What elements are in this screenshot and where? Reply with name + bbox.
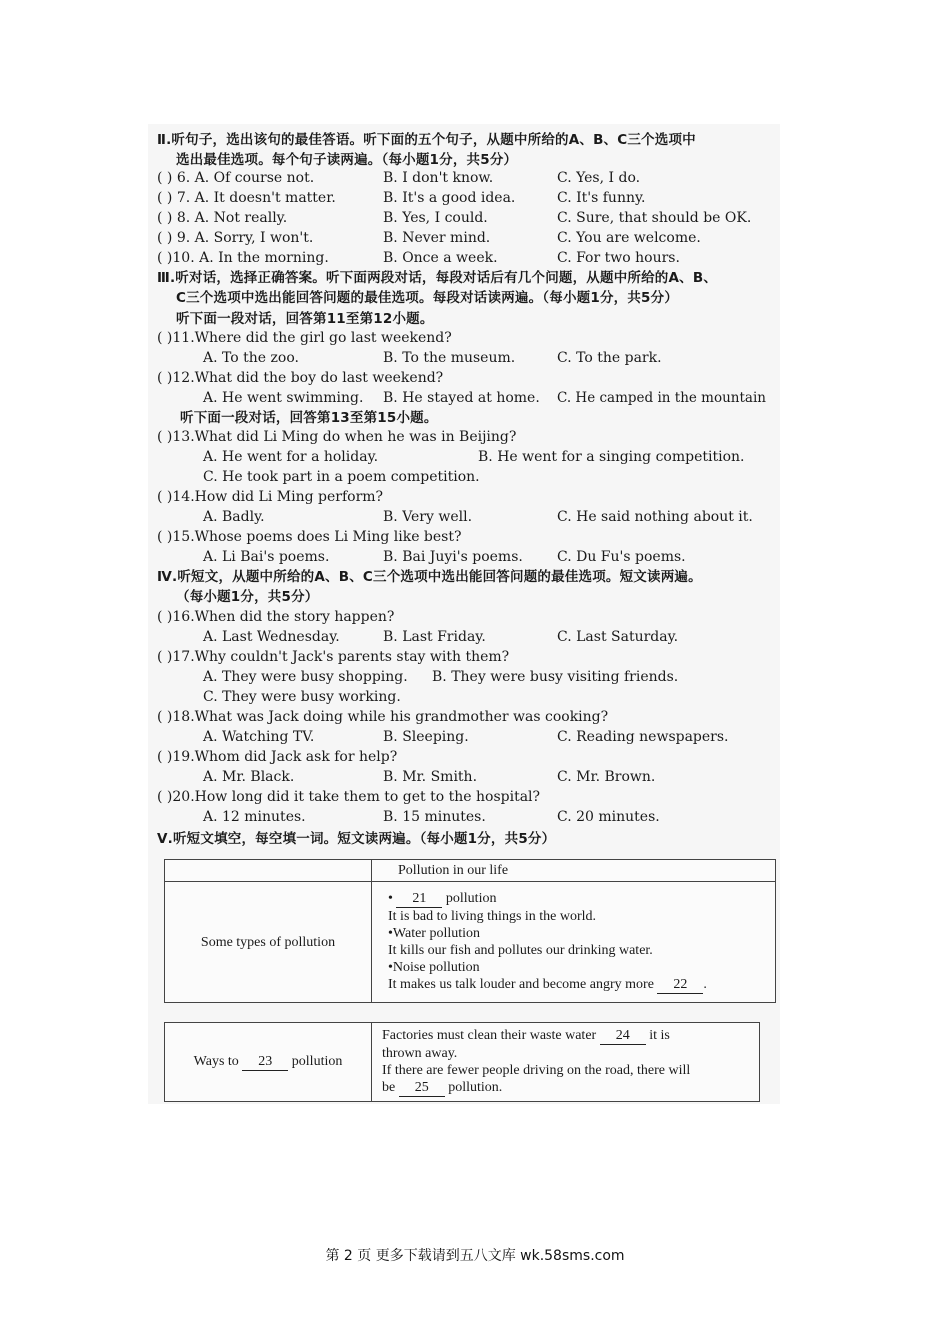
section3-sub2: 听下面一段对话，回答第13至第15小题。 [180,410,438,426]
ways-content: Factories must clean their waste water 24 it is thrown away. If there are fewer people driving on the road, there will be 25 pollution. [372,1023,760,1102]
section2-header-line2: 选出最佳选项。每个句子读两遍。（每小题1分，共5分） [176,152,518,168]
page-footer: 第 2 页 更多下载请到五八文库 wk.58sms.com [325,1248,625,1264]
section4-header-line2: （每小题1分，共5分） [176,589,319,605]
blank-22[interactable]: 22 [657,976,703,994]
section3-sub1: 听下面一段对话，回答第11至第12小题。 [176,311,434,327]
types-label: Some types of pollution [165,882,372,1003]
pollution-table [164,859,776,1003]
blank-21[interactable]: 21 [396,890,442,908]
section4-header-line1: Ⅳ.听短文，从题中所给的A、B、C三个选项中选出能回答问题的最佳选项。短文读两遍。 [157,569,702,585]
types-content: • 21 pollution It is bad to living things in the world. •Water pollution It kills our fish and pollutes our drinking water. •Noise pollution It makes us talk louder and become angry more 22 . [372,882,776,1003]
section3-header-line1: Ⅲ.听对话，选择正确答案。听下面两段对话，每段对话后有几个问题，从题中所给的A、B、 [157,270,718,286]
section2-header-line1: Ⅱ.听句子，选出该句的最佳答语。听下面的五个句子，从题中所给的A、B、C三个选项中 [157,132,696,148]
blank-25[interactable]: 25 [399,1079,445,1097]
table-title: Pollution in our life [372,860,776,882]
ways-label: Ways to 23 pollution [165,1023,372,1102]
blank-24[interactable]: 24 [600,1027,646,1045]
blank-23[interactable]: 23 [242,1053,288,1071]
section3-header-line2: C三个选项中选出能回答问题的最佳选项。每段对话读两遍。（每小题1分，共5分） [176,290,679,306]
ways-table [164,1022,760,1102]
section5-header: Ⅴ.听短文填空，每空填一词。短文读两遍。（每小题1分，共5分） [157,831,556,847]
